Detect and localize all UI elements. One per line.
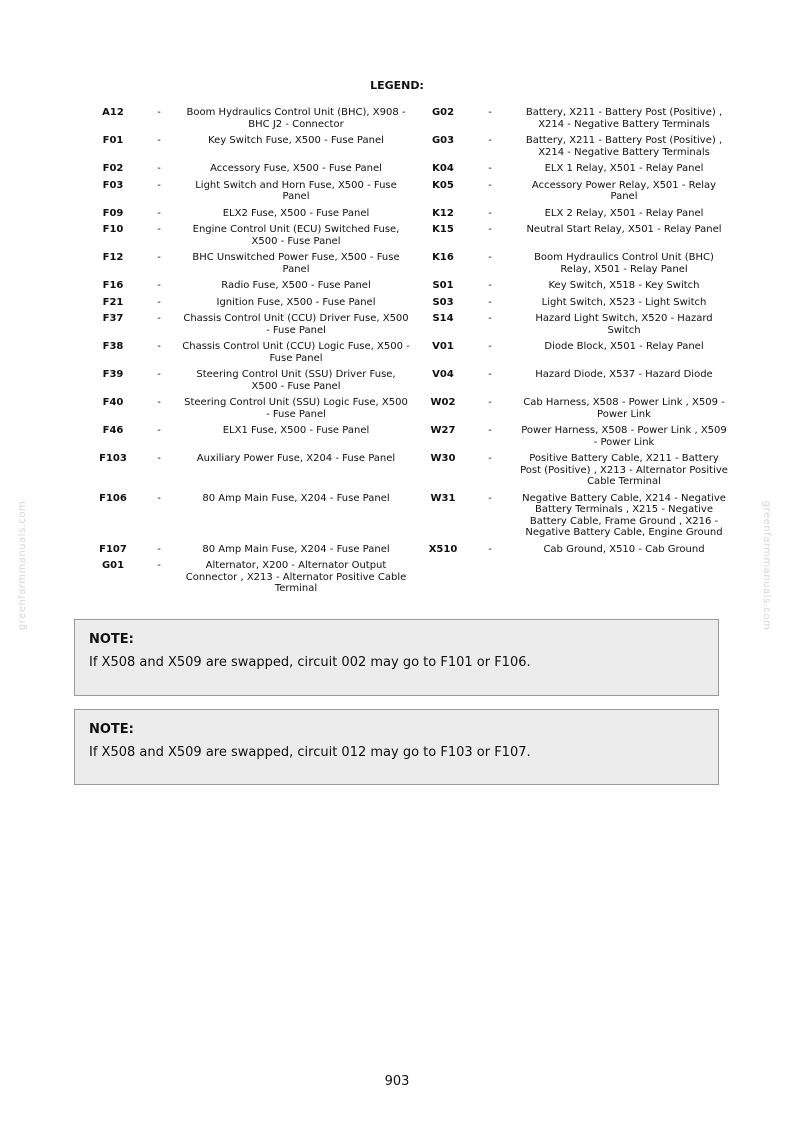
- legend-code: A12: [102, 107, 124, 118]
- legend-dash: -: [157, 252, 161, 263]
- legend-row: [90, 297, 730, 314]
- legend-code: G02: [431, 107, 455, 118]
- legend-description: Cab Ground, X510 - Cab Ground: [543, 543, 705, 555]
- legend-code: W30: [430, 453, 456, 464]
- legend-code: W31: [430, 492, 456, 504]
- legend-code: F46: [102, 425, 124, 436]
- legend-description: Light Switch and Horn Fuse, X500 - Fuse Panel: [195, 179, 397, 202]
- legend-dash: -: [157, 543, 161, 555]
- legend-code: W02: [430, 397, 456, 408]
- legend-dash: -: [157, 369, 161, 380]
- legend-dash: -: [157, 224, 161, 235]
- legend-dash: -: [488, 107, 492, 118]
- legend-description: Light Switch, X523 - Light Switch: [541, 296, 707, 308]
- page-number: 903: [384, 1074, 410, 1089]
- legend-description: ELX 1 Relay, X501 - Relay Panel: [544, 163, 704, 174]
- legend-code: V04: [432, 369, 454, 380]
- legend-code: F03: [102, 179, 124, 191]
- legend-code: F12: [102, 252, 124, 263]
- legend-description: Diode Block, X501 - Relay Panel: [544, 341, 704, 352]
- legend-dash: -: [488, 313, 492, 324]
- legend-description: Steering Control Unit (SSU) Logic Fuse, X500 - Fuse Panel: [184, 397, 408, 420]
- legend-code: K15: [432, 224, 454, 235]
- legend-dash: -: [488, 296, 492, 308]
- legend-dash: -: [157, 397, 161, 408]
- legend-row: [90, 208, 730, 225]
- watermark: greenfarmmanuals.com: [761, 500, 773, 631]
- watermark: greenfarmmanuals.com: [17, 500, 29, 631]
- legend-row: [90, 163, 730, 180]
- legend-description: Boom Hydraulics Control Unit (BHC), X908 - BHC J2 - Connector: [186, 107, 406, 130]
- legend-description: ELX1 Fuse, X500 - Fuse Panel: [222, 425, 370, 436]
- legend-description: Chassis Control Unit (CCU) Driver Fuse, X500 - Fuse Panel: [183, 313, 409, 336]
- legend-description: Power Harness, X508 - Power Link , X509 - Power Link: [521, 425, 727, 448]
- legend-title: LEGEND:: [370, 79, 424, 92]
- legend-description: Battery, X211 - Battery Post (Positive) , X214 - Negative Battery Terminals: [525, 135, 723, 158]
- legend-description: 80 Amp Main Fuse, X204 - Fuse Panel: [202, 543, 390, 555]
- legend-row: [90, 107, 730, 135]
- legend-dash: -: [488, 453, 492, 464]
- legend-description: [518, 560, 730, 600]
- legend-row: [90, 560, 730, 600]
- legend-code: F106: [99, 492, 127, 504]
- legend-dash: -: [157, 313, 161, 324]
- note-text: If X508 and X509 are swapped, circuit 012 may go to F103 or F107.: [89, 745, 531, 760]
- legend-dash: -: [157, 135, 161, 146]
- legend-dash: -: [488, 280, 492, 291]
- legend-description: Steering Control Unit (SSU) Driver Fuse, X500 - Fuse Panel: [196, 369, 396, 392]
- legend-dash: -: [157, 163, 161, 174]
- legend-code: X510: [428, 543, 458, 555]
- legend-description: Key Switch Fuse, X500 - Fuse Panel: [208, 135, 384, 146]
- legend-dash: -: [488, 224, 492, 235]
- legend-description: Positive Battery Cable, X211 - Battery Post (Positive) , X213 - Alternator Positive Cable Terminal: [520, 453, 728, 487]
- legend-row: [90, 425, 730, 453]
- legend-description: Hazard Diode, X537 - Hazard Diode: [535, 369, 713, 380]
- legend-code: F107: [99, 543, 127, 555]
- legend-description: Negative Battery Cable, X214 - Negative Battery Terminals , X215 - Negative Battery Cable, Frame Ground , X216 - Negative Battery Cable, Engine Ground: [522, 492, 726, 538]
- legend-description: Key Switch, X518 - Key Switch: [548, 280, 700, 291]
- legend-code: V01: [432, 341, 454, 352]
- note-title: NOTE:: [89, 722, 134, 737]
- legend-row: [90, 280, 730, 297]
- legend-dash: -: [488, 163, 492, 174]
- legend-row: [90, 135, 730, 163]
- legend-dash: -: [488, 179, 492, 191]
- legend-dash: -: [488, 543, 492, 555]
- legend-code: S14: [432, 313, 454, 324]
- legend-row: [90, 224, 730, 252]
- legend-dash: -: [488, 397, 492, 408]
- legend-row: [90, 493, 730, 544]
- legend-description: Cab Harness, X508 - Power Link , X509 - Power Link: [523, 397, 725, 420]
- legend-code: F103: [99, 453, 127, 464]
- legend-code: K16: [432, 252, 454, 263]
- legend-dash: -: [157, 179, 161, 191]
- legend-description: BHC Unswitched Power Fuse, X500 - Fuse Panel: [192, 252, 400, 275]
- legend-row: [90, 180, 730, 208]
- legend-row: [90, 313, 730, 341]
- legend-code: K05: [432, 179, 454, 191]
- legend-code: G01: [101, 560, 125, 571]
- legend-dash: -: [488, 135, 492, 146]
- legend-description: Neutral Start Relay, X501 - Relay Panel: [526, 224, 722, 235]
- legend-description: 80 Amp Main Fuse, X204 - Fuse Panel: [202, 492, 390, 504]
- legend-description: Boom Hydraulics Control Unit (BHC) Relay, X501 - Relay Panel: [534, 252, 714, 275]
- legend-description: Alternator, X200 - Alternator Output Connector , X213 - Alternator Positive Cable Terminal: [185, 560, 407, 594]
- legend-description: Battery, X211 - Battery Post (Positive) , X214 - Negative Battery Terminals: [525, 107, 723, 130]
- legend-code: S01: [432, 280, 454, 291]
- legend-dash: -: [157, 280, 161, 291]
- legend-dash: -: [488, 207, 492, 219]
- legend-dash: -: [157, 296, 161, 308]
- legend-dash: -: [488, 341, 492, 352]
- legend-row: [90, 341, 730, 369]
- legend-code: F38: [102, 341, 124, 352]
- legend-dash: -: [488, 252, 492, 263]
- legend-description: Radio Fuse, X500 - Fuse Panel: [221, 280, 371, 291]
- legend-dash: -: [157, 207, 161, 219]
- legend-code: F40: [102, 397, 124, 408]
- legend-dash: [462, 560, 518, 600]
- legend-description: Hazard Light Switch, X520 - Hazard Switch: [535, 313, 713, 336]
- legend-code: F37: [102, 313, 124, 324]
- legend-code: F09: [102, 207, 124, 219]
- legend-code: K04: [432, 163, 454, 174]
- legend-dash: -: [488, 369, 492, 380]
- legend-description: Accessory Fuse, X500 - Fuse Panel: [210, 163, 382, 174]
- legend-code: [424, 560, 462, 600]
- legend-code: K12: [432, 207, 454, 219]
- legend-dash: -: [157, 107, 161, 118]
- legend-code: F16: [102, 280, 124, 291]
- legend-dash: -: [488, 492, 492, 504]
- legend-code: W27: [430, 425, 456, 436]
- legend-row: [90, 252, 730, 280]
- legend-row: [90, 544, 730, 561]
- legend-dash: -: [157, 560, 161, 571]
- note-box: [74, 709, 719, 785]
- legend-description: Ignition Fuse, X500 - Fuse Panel: [216, 296, 376, 308]
- legend-code: F01: [102, 135, 124, 146]
- note-box: [74, 619, 719, 696]
- legend-description: Accessory Power Relay, X501 - Relay Panel: [531, 179, 717, 202]
- legend-description: ELX2 Fuse, X500 - Fuse Panel: [222, 207, 370, 219]
- legend-table: [90, 107, 730, 600]
- note-text: If X508 and X509 are swapped, circuit 002 may go to F101 or F106.: [89, 655, 531, 670]
- legend-code: S03: [432, 296, 454, 308]
- legend-row: [90, 453, 730, 493]
- legend-code: F21: [102, 296, 124, 308]
- legend-dash: -: [157, 341, 161, 352]
- legend-description: Engine Control Unit (ECU) Switched Fuse, X500 - Fuse Panel: [192, 224, 400, 247]
- legend-dash: -: [488, 425, 492, 436]
- legend-description: ELX 2 Relay, X501 - Relay Panel: [544, 207, 704, 219]
- legend-dash: -: [157, 425, 161, 436]
- legend-row: [90, 397, 730, 425]
- note-title: NOTE:: [89, 632, 134, 647]
- legend-code: F39: [102, 369, 124, 380]
- legend-code: G03: [431, 135, 455, 146]
- legend-row: [90, 369, 730, 397]
- legend-code: F02: [102, 163, 124, 174]
- legend-code: F10: [102, 224, 124, 235]
- legend-dash: -: [157, 492, 161, 504]
- legend-description: Auxiliary Power Fuse, X204 - Fuse Panel: [196, 453, 396, 464]
- legend-description: Chassis Control Unit (CCU) Logic Fuse, X500 - Fuse Panel: [182, 341, 410, 364]
- legend-dash: -: [157, 453, 161, 464]
